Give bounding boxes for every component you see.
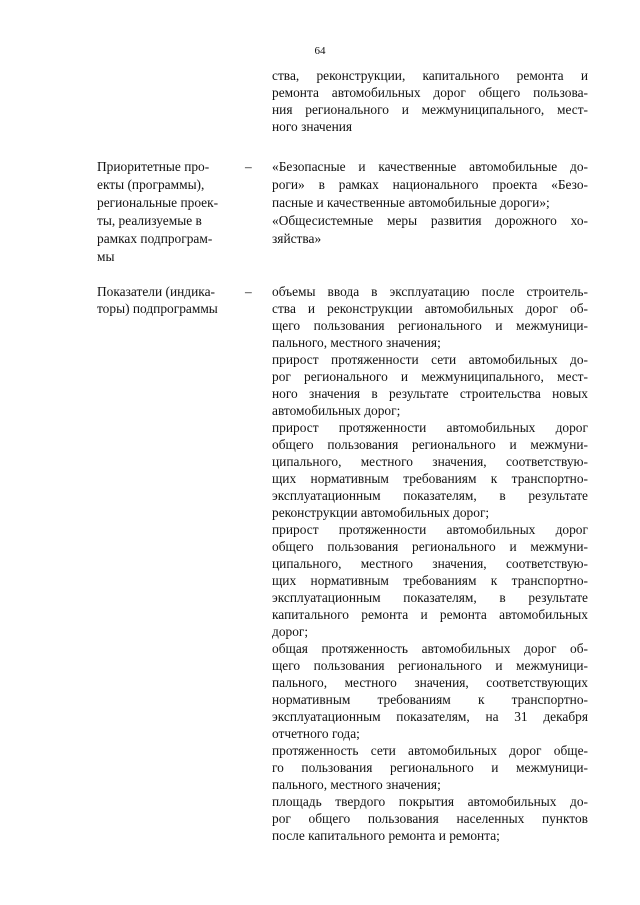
continuation-line: ремонта автомобильных дорог общего пользова- [272, 85, 588, 100]
section-content-line: протяженность сети автомобильных дорог обще- [272, 743, 588, 758]
continuation-line: ния регионального и межмуниципального, мест- [272, 102, 588, 117]
section-content-line: капитального ремонта и ремонта автомобильных [272, 607, 588, 622]
section-content-line: пального, местного значения; [272, 777, 441, 792]
section-content-line: прирост протяженности автомобильных дорог [272, 522, 588, 537]
section-content-line: щего пользования регионального и межмуници- [272, 318, 588, 333]
section-label-line: мы [97, 249, 115, 264]
section-content-line: ципального, местного значения, соответствую- [272, 556, 588, 571]
section-label-line: Показатели (индика- [97, 284, 215, 299]
section-content-line: нормативным требованиям к транспортно- [272, 692, 588, 707]
section-content-line: щих нормативным требованиям к транспортно- [272, 471, 588, 486]
section-dash: – [245, 159, 252, 174]
section-content-line: эксплуатационным показателям, в результате [272, 488, 588, 503]
section-content-line: пасные и качественные автомобильные дороги»; [272, 195, 550, 210]
section-dash: – [245, 284, 252, 299]
section-content-line: площадь твердого покрытия автомобильных до- [272, 794, 588, 809]
section-content-line: прирост протяженности автомобильных дорог [272, 420, 588, 435]
section-content-line: рог общего пользования населенных пунктов [272, 811, 588, 826]
continuation-line: ного значения [272, 119, 353, 134]
section-content-line: го пользования регионального и межмуници- [272, 760, 588, 775]
section-content-line: ного значения в результате строительства новых [272, 386, 588, 401]
section-content-line: прирост протяженности сети автомобильных до- [272, 352, 588, 367]
section-content-line: зяйства» [272, 231, 322, 246]
section-content-line: общего пользования регионального и межмуни- [272, 437, 588, 452]
section-label-line: екты (программы), [97, 177, 205, 192]
section-content-line: «Безопасные и качественные автомобильные до- [272, 159, 588, 174]
section-label-line: Приоритетные про- [97, 159, 210, 174]
section-content-line: эксплуатационным показателям, на 31 декабря [272, 709, 588, 724]
section-content-line: пального, местного значения; [272, 335, 441, 350]
section-content-line: «Общесистемные меры развития дорожного хо- [272, 213, 588, 228]
section-content-line: отчетного года; [272, 726, 360, 741]
section-content-line: общего пользования регионального и межмуни- [272, 539, 588, 554]
section-content-line: эксплуатационным показателям, в результате [272, 590, 588, 605]
section-content-line: пального, местного значения, соответствующих [272, 675, 588, 690]
section-content-line: рог регионального и межмуниципального, мест- [272, 369, 588, 384]
section-content-line: ства и реконструкции автомобильных дорог об- [272, 301, 588, 316]
section-content-line: после капитального ремонта и ремонта; [272, 828, 500, 843]
section-content-line: реконструкции автомобильных дорог; [272, 505, 490, 520]
section-label-line: торы) подпрограммы [97, 301, 218, 316]
section-content-line: щего пользования регионального и межмуници- [272, 658, 588, 673]
section-label-line: региональные проек- [97, 195, 219, 210]
section-label-line: рамках подпрограм- [97, 231, 213, 246]
section-content-line: объемы ввода в эксплуатацию после строитель- [272, 284, 588, 299]
continuation-line: ства, реконструкции, капитального ремонта и [272, 68, 588, 83]
section-content-line: общая протяженность автомобильных дорог об- [272, 641, 588, 656]
section-content-line: ципального, местного значения, соответствую- [272, 454, 588, 469]
section-content-line: автомобильных дорог; [272, 403, 401, 418]
section-label-line: ты, реализуемые в [97, 213, 202, 228]
page-number: 64 [314, 45, 326, 57]
section-content-line: щих нормативным требованиям к транспортно- [272, 573, 588, 588]
section-content-line: роги» в рамках национального проекта «Безо- [272, 177, 588, 192]
section-content-line: дорог; [272, 624, 309, 639]
